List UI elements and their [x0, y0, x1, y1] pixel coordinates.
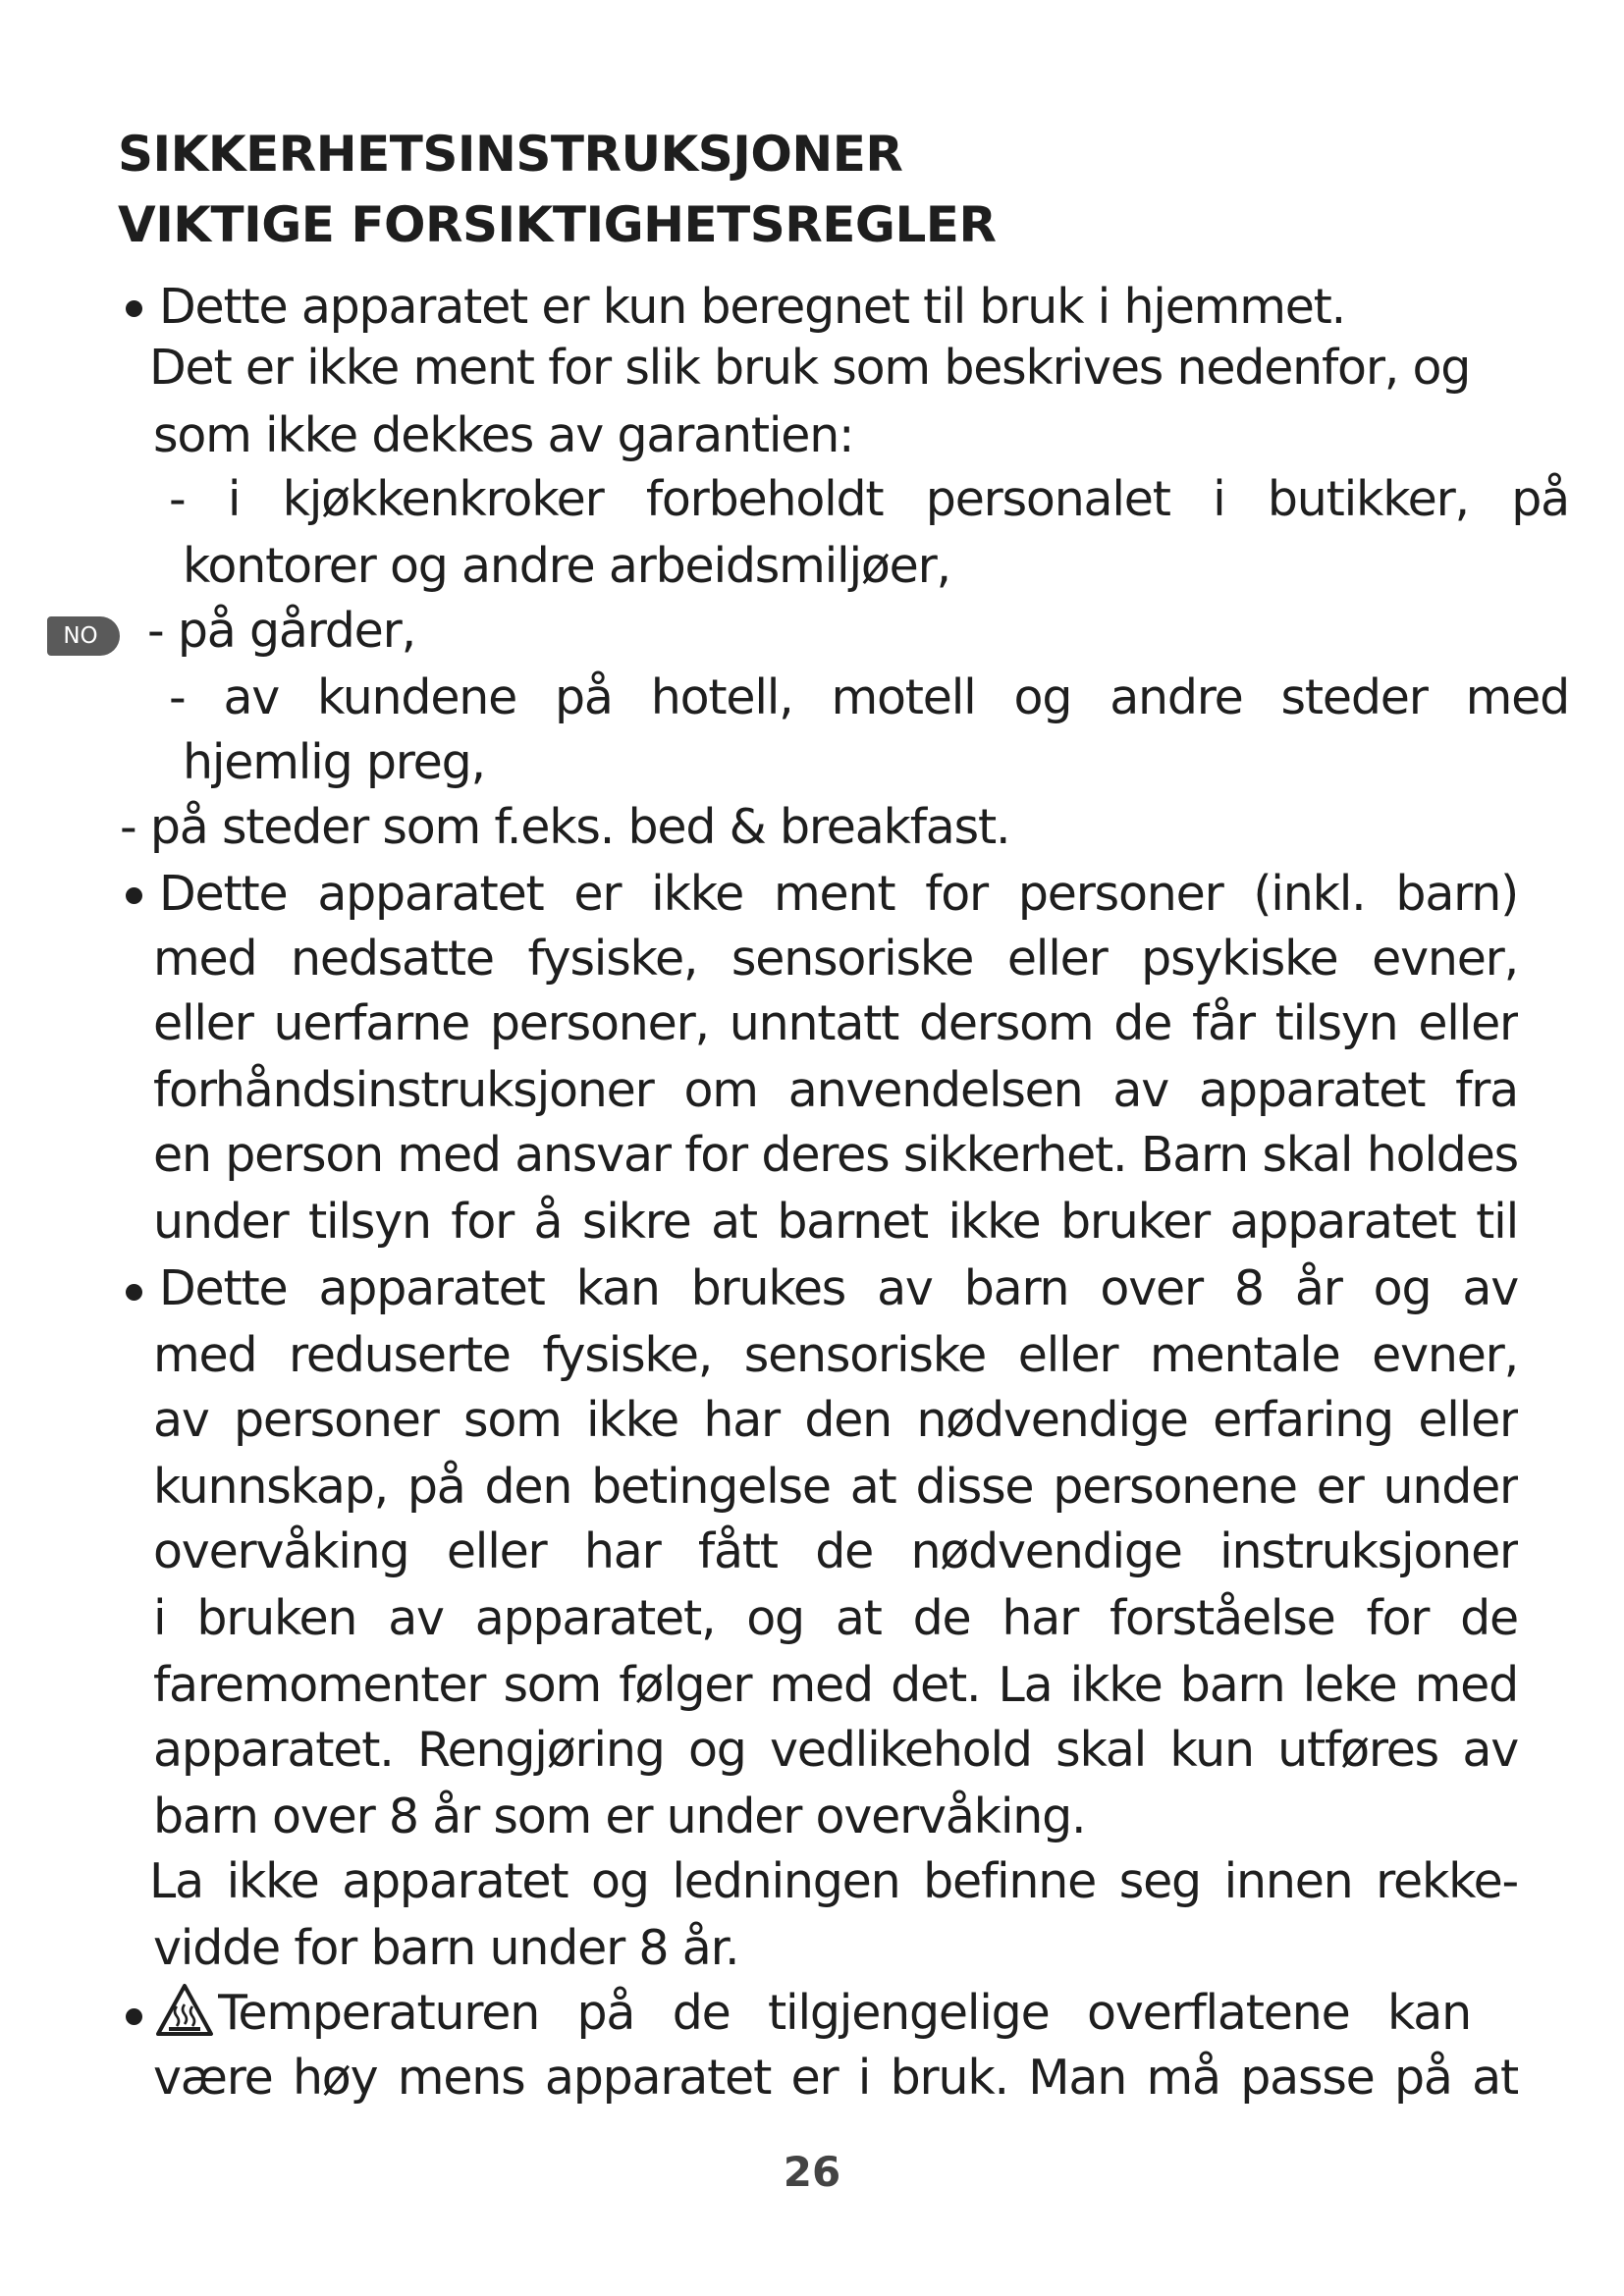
text-line: hjemlig preg, — [183, 734, 485, 790]
section-subtitle: VIKTIGE FORSIKTIGHETSREGLER — [118, 196, 997, 253]
text-line: under tilsyn for å sikre at barnet ikke bruker apparatet til — [153, 1194, 1518, 1250]
text-line: faremomenter som følger med det. La ikke barn leke med — [153, 1657, 1518, 1713]
bullet-4 — [126, 2008, 142, 2025]
hot-surface-warning-icon — [155, 1983, 214, 2038]
section-title: SIKKERHETSINSTRUKSJONER — [118, 126, 903, 183]
text-line: - av kundene på hotell, motell og andre steder med — [169, 669, 1569, 725]
bullet-3 — [126, 1284, 142, 1301]
text-line: La ikke apparatet og ledningen befinne seg innen rekke- — [149, 1853, 1518, 1909]
text-line: Det er ikke ment for slik bruk som beskrives nedenfor, og — [149, 340, 1471, 396]
bullet-1 — [126, 300, 142, 317]
text-line: forhåndsinstruksjoner om anvendelsen av apparatet fra — [153, 1062, 1518, 1118]
page-number: 26 — [783, 2148, 841, 2196]
text-line: som ikke dekkes av garantien: — [153, 407, 854, 463]
text-line: kontorer og andre arbeidsmiljøer, — [183, 538, 950, 594]
text-line: overvåking eller har fått de nødvendige instruksjoner — [153, 1523, 1518, 1579]
text-line: med reduserte fysiske, sensoriske eller mentale evner, — [153, 1327, 1518, 1383]
text-line: i bruken av apparatet, og at de har forståelse for de — [153, 1590, 1518, 1646]
text-line: av personer som ikke har den nødvendige erfaring eller — [153, 1392, 1518, 1448]
text-line: barn over 8 år som er under overvåking. — [153, 1789, 1086, 1844]
text-line: apparatet. Rengjøring og vedlikehold skal kun utføres av — [153, 1722, 1518, 1778]
text-line: - på gårder, — [147, 603, 415, 659]
text-line: kunnskap, på den betingelse at disse personene er under — [153, 1459, 1518, 1515]
text-line: - på steder som f.eks. bed & breakfast. — [120, 799, 1010, 855]
text-line: med nedsatte fysiske, sensoriske eller psykiske evner, — [153, 931, 1518, 987]
text-line: være høy mens apparatet er i bruk. Man må passe på at — [153, 2050, 1518, 2106]
text-line: en person med ansvar for deres sikkerhet. Barn skal holdes — [153, 1127, 1518, 1183]
text-line: Dette apparatet er ikke ment for personer (inkl. barn) — [159, 866, 1518, 922]
text-line: Dette apparatet er kun beregnet til bruk i hjemmet. — [159, 279, 1346, 335]
language-badge: NO — [47, 616, 120, 656]
text-line: Temperaturen på de tilgjengelige overflatene kan — [218, 1985, 1471, 2041]
text-line: - i kjøkkenkroker forbeholdt personalet i butikker, på — [169, 471, 1569, 527]
text-line: vidde for barn under 8 år. — [153, 1920, 739, 1976]
text-line: Dette apparatet kan brukes av barn over 8 år og av — [159, 1260, 1518, 1316]
text-line: eller uerfarne personer, unntatt dersom de får tilsyn eller — [153, 995, 1518, 1051]
bullet-2 — [126, 887, 142, 904]
